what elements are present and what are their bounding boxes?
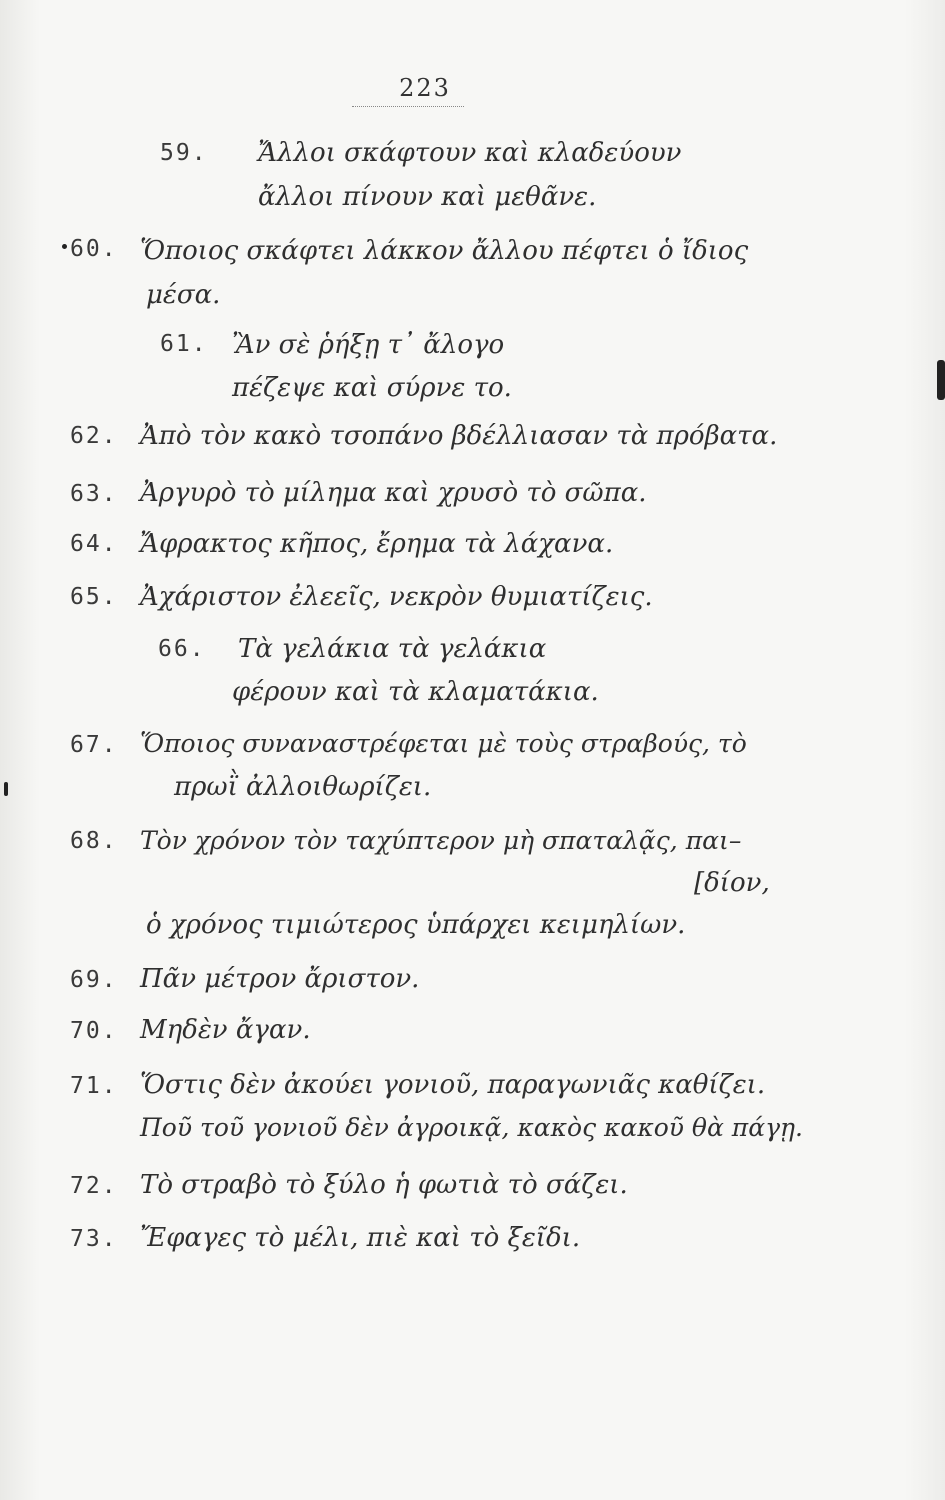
proverb-69-line-1: Πᾶν μέτρον ἄριστον. <box>140 964 420 994</box>
proverb-73-line-1: Ἔφαγες τὸ μέλι, πιὲ καὶ τὸ ξεῖδι. <box>140 1223 581 1253</box>
proverb-71-line-2: Ποῦ τοῦ γονιοῦ δὲν ἀγροικᾷ, κακὸς κακοῦ θὰ πάγῃ. <box>140 1113 803 1142</box>
page-number: 223 <box>399 74 451 102</box>
ink-speck <box>937 360 945 400</box>
proverb-number-61: 61. <box>160 331 208 357</box>
proverb-number-67: 67. <box>70 732 118 758</box>
proverb-63-line-1: Ἀργυρὸ τὸ μίλημα καὶ χρυσὸ τὸ σῶπα. <box>140 478 647 508</box>
proverb-67-line-2: πρωῒ ἀλλοιθωρίζει. <box>174 772 432 802</box>
proverb-60-line-2: μέσα. <box>146 280 221 310</box>
proverb-number-71: 71. <box>70 1073 118 1099</box>
proverb-61-line-2: πέζεψε καὶ σύρνε το. <box>232 373 512 403</box>
ink-speck <box>62 244 67 249</box>
proverb-number-65: 65. <box>70 584 118 610</box>
proverb-number-60: 60. <box>70 236 118 262</box>
proverb-59-line-2: ἄλλοι πίνουν καὶ μεθᾶνε. <box>258 182 597 212</box>
proverb-number-66: 66. <box>158 636 206 662</box>
proverb-67-line-1: Ὅποιος συναναστρέφεται μὲ τοὺς στραβούς, τὸ <box>140 729 747 758</box>
proverb-66-line-1: Τὰ γελάκια τὰ γελάκια <box>238 634 547 664</box>
proverb-65-line-1: Ἀχάριστον ἐλεεῖς, νεκρὸν θυμιατίζεις. <box>140 582 653 612</box>
ink-speck <box>4 782 8 796</box>
proverb-number-62: 62. <box>70 423 118 449</box>
proverb-68-line-1: Τὸν χρόνον τὸν ταχύπτερον μὴ σπαταλᾷς, παι– <box>140 826 742 855</box>
proverb-number-63: 63. <box>70 481 118 507</box>
proverb-number-64: 64. <box>70 531 118 557</box>
proverb-64-line-1: Ἄφρακτος κῆπος, ἔρημα τὰ λάχανα. <box>140 529 614 559</box>
proverb-68-line-2: [δίον, <box>694 868 770 898</box>
proverb-62-line-1: Ἀπὸ τὸν κακὸ τσοπάνο βδέλλιασαν τὰ πρόβατα. <box>140 421 778 451</box>
proverb-71-line-1: Ὅστις δὲν ἀκούει γονιοῦ, παραγωνιᾶς καθίζει. <box>140 1070 766 1100</box>
proverb-59-line-1: Ἄλλοι σκάφτουν καὶ κλαδεύουν <box>258 138 682 168</box>
proverb-72-line-1: Τὸ στραβὸ τὸ ξύλο ἡ φωτιὰ τὸ σάζει. <box>140 1170 628 1200</box>
proverb-number-59: 59. <box>160 140 208 166</box>
proverb-number-70: 70. <box>70 1018 118 1044</box>
proverb-60-line-1: Ὅποιος σκάφτει λάκκον ἄλλου πέφτει ὁ ἴδιος <box>140 236 749 266</box>
proverb-66-line-2: φέρουν καὶ τὰ κλαματάκια. <box>232 677 599 707</box>
proverb-70-line-1: Μηδὲν ἄγαν. <box>140 1015 311 1045</box>
proverb-number-72: 72. <box>70 1173 118 1199</box>
proverb-number-73: 73. <box>70 1226 118 1252</box>
proverb-number-69: 69. <box>70 967 118 993</box>
proverb-68-line-3: ὁ χρόνος τιμιώτερος ὑπάρχει κειμηλίων. <box>146 910 686 940</box>
proverb-number-68: 68. <box>70 828 118 854</box>
page-number-rule <box>352 106 464 107</box>
proverb-61-line-1: Ἂν σὲ ῥήξῃ τ᾽ ἄλογο <box>232 330 505 360</box>
